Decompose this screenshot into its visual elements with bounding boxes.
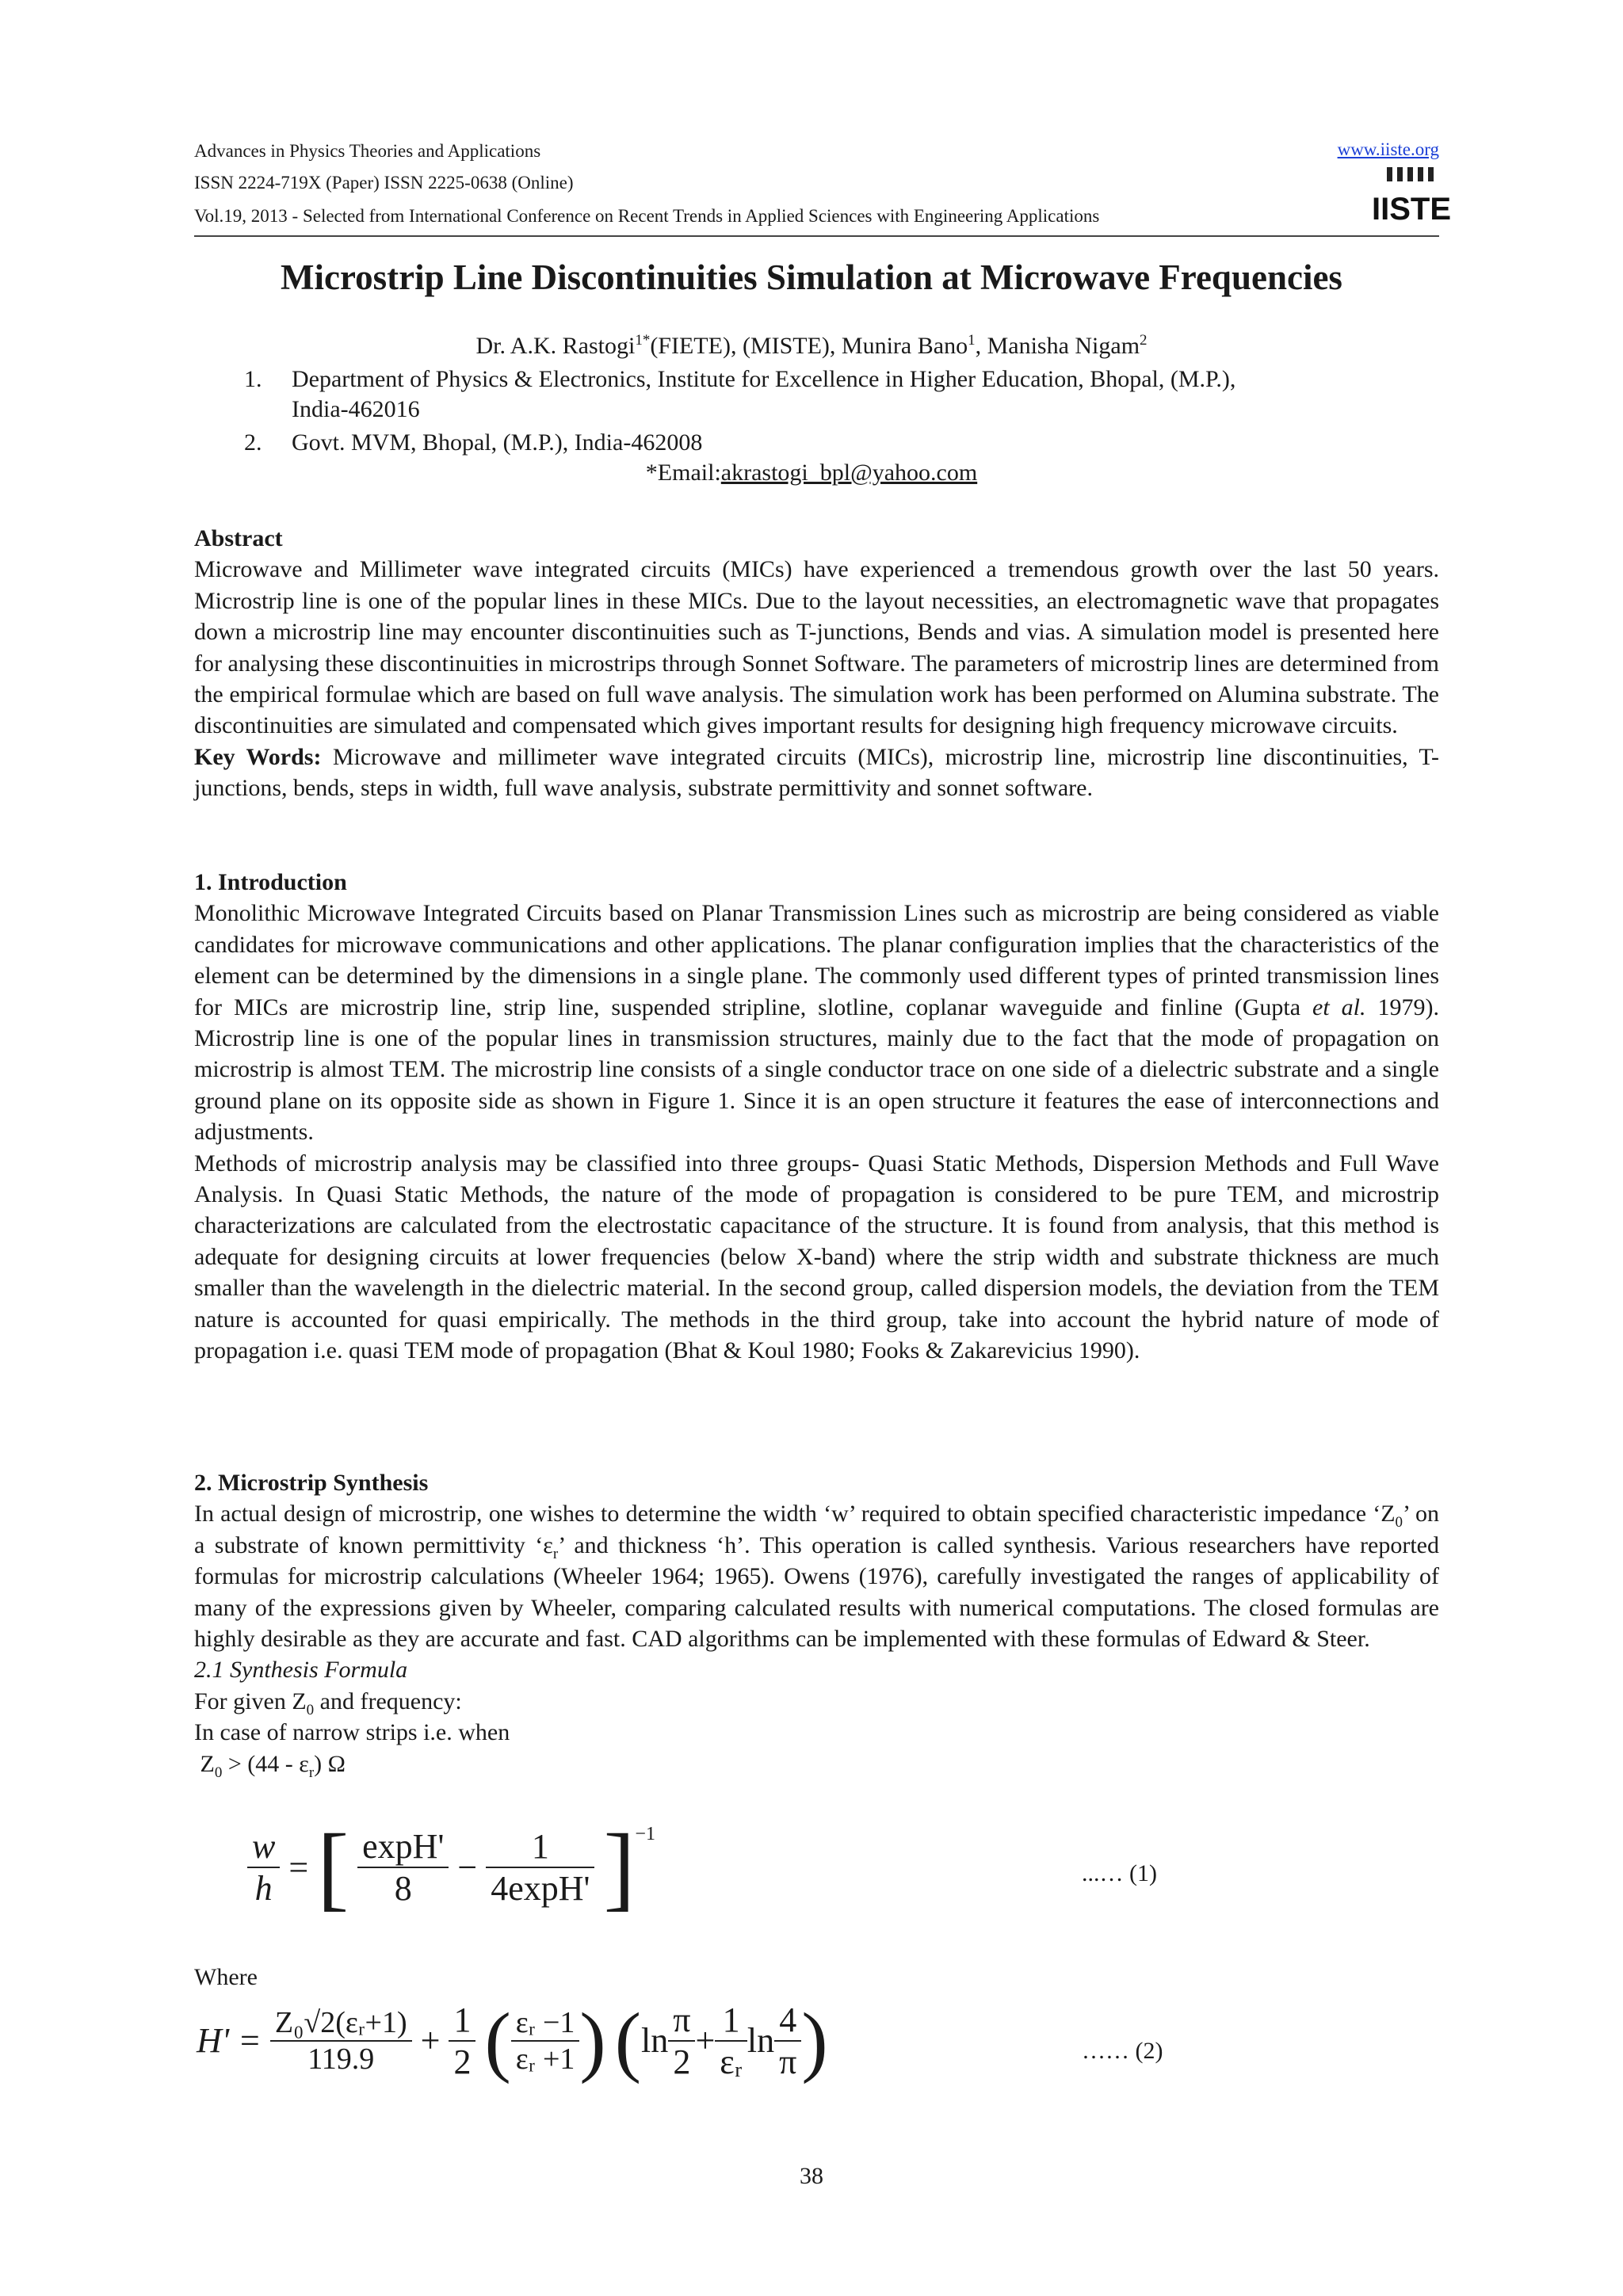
given-line: For given $Z_0$ and frequency: xyxy=(194,1688,462,1718)
where-label: Where xyxy=(194,1964,258,1990)
equation-1-number: ...… (1) xyxy=(1082,1860,1157,1886)
equation-2-number: …… (2) xyxy=(1082,2038,1163,2064)
author-line: Dr. A.K. Rastogi$^{1*}$(FIETE), (MISTE), Munira Bano$^1$, Manisha Nigam$^2$ xyxy=(475,332,1148,359)
condition-line: $Z_0 > (44 - \varepsilon_r)$ Ω xyxy=(200,1750,346,1781)
synthesis-paragraph: In actual design of microstrip, one wishes to determine the width ‘w’ required to obtain specified characteristic impedance ‘$Z_0$’ on a substrate of known permittivity ‘$\varepsilon_r$’ and thickness ‘h’. This operation is called synthesis. Various researchers have reported formulas for microstrip calculations (Wheeler 1964; 1965). Owens (1976), carefully investigated the ranges of applicability of many of the expressions given by Wheeler, comparing calculated results with numerical computations. The closed formulas are highly desirable as they are accurate and fast. CAD algorithms can be implemented with these formulas of Edward & Steer. xyxy=(194,1501,1440,1653)
page-number: 38 xyxy=(800,2163,823,2189)
introduction-section xyxy=(194,867,1439,1367)
abstract-section xyxy=(194,523,1439,804)
issn-line: ISSN 2224-719X (Paper) ISSN 2225-0638 (Online) xyxy=(194,173,574,193)
equation-1: $\frac{w}{h}$ = [ $\frac{\exp H'}{8}$ − $\frac{1}{4\exp H'}$ ]$^{-1}$ xyxy=(247,1813,1198,1932)
intro-paragraph-2: Methods of microstrip analysis may be classified into three groups- Quasi Static Methods, Dispersion Methods and Full Wave Analysis. In Quasi Static Methods, the nature of the mode of propagation is considered to be pure TEM, and microstrip characterizations are calculated from the electrostatic capacitance of the structure. It is found from analysis, that this method is adequate for designing circuits at lower frequencies (below X-band) where the strip width and substrate thickness are much smaller than the wavelength in the dielectric material. In the second group, called dispersion models, the deviation from the TEM nature is accounted for quasi empirically. The methods in the third group, take into account the hybrid nature of mode of propagation i.e. quasi TEM mode of propagation (Bhat & Koul 1980; Fooks & Zakarevicius 1990). xyxy=(194,1150,1439,1364)
email-line: *Email:akrastogi_bpl@yahoo.com xyxy=(645,460,978,486)
narrow-line: In case of narrow strips i.e. when xyxy=(194,1719,510,1746)
header-rule xyxy=(194,235,1439,237)
paper-title: Microstrip Line Discontinuities Simulation at Microwave Frequencies xyxy=(281,257,1342,297)
iiste-logo-icon xyxy=(1371,164,1452,227)
synthesis-heading: 2. Microstrip Synthesis xyxy=(194,1470,429,1496)
equation-2: H' = $\frac{\text{Z₀√2(εᵣ+1)}}{119.9}$ + $\frac{1}{2}$ ( $\frac{\text{εᵣ −1}}{\text{εᵣ +1}}$ ) (ln $\frac{\pi}{2}$ + $\frac{1}{\text{εᵣ}}$ ln $\frac{4}{\pi}$ ) xyxy=(197,1997,828,2084)
affiliation-2: 2. Govt. MVM, Bhopal, (M.P.), India-462008 xyxy=(244,429,703,456)
email-link[interactable]: akrastogi_bpl@yahoo.com xyxy=(720,460,978,486)
journal-name: Advances in Physics Theories and Applications xyxy=(194,141,541,161)
keywords: Key Words: Microwave and millimeter wave integrated circuits (MICs), microstrip line, microstrip line discontinuities, T-junctions, bends, steps in width, full wave analysis, substrate permittivity and sonnet software. xyxy=(194,743,1439,802)
affiliation-1: 1. Department of Physics & Electronics, Institute for Excellence in Higher Education, Bhopal, (M.P.), India-462016 xyxy=(244,366,1236,422)
abstract-heading: Abstract xyxy=(194,525,283,551)
website-link[interactable]: www.iiste.org xyxy=(1337,139,1439,159)
intro-paragraph-1: Monolithic Microwave Integrated Circuits based on Planar Transmission Lines such as microstrip are being considered as viable candidates for microwave communications and other applications. The planar configuration implies that the characteristics of the element can be determined by the dimensions in a single plane. The commonly used different types of printed transmission lines for MICs are microstrip line, strip line, suspended stripline, slotline, coplanar waveguide and finline (Gupta et al. 1979). Microstrip line is one of the popular lines in transmission structures, mainly due to the fact that the mode of propagation on microstrip is almost TEM. The microstrip line consists of a single conductor trace on one side of a dielectric substrate and a single ground plane on its opposite side as shown in Figure 1. Since it is an open structure it features the ease of interconnections and adjustments. xyxy=(194,900,1439,1146)
volume-line: Vol.19, 2013 - Selected from International Conference on Recent Trends in Applied Sciences with Engineering Applications xyxy=(194,206,1100,226)
intro-heading: 1. Introduction xyxy=(194,869,347,895)
synthesis-section xyxy=(194,1467,1439,1779)
logo-text: IISTE xyxy=(1371,192,1452,227)
abstract-text: Microwave and Millimeter wave integrated circuits (MICs) have experienced a tremendous growth over the last 50 years. Microstrip line is one of the popular lines in these MICs. Due to the layout necessities, an electromagnetic wave that propagates down a microstrip line may encounter discontinuities such as T-junctions, Bends and vias. A simulation model is presented here for analysing these discontinuities in microstrips through Sonnet Software. The parameters of microstrip lines are determined from the empirical formulae which are based on full wave analysis. The simulation work has been performed on Alumina substrate. The discontinuities are simulated and compensated which gives important results for designing high frequency microwave circuits. xyxy=(194,556,1439,739)
subsection-heading: 2.1 Synthesis Formula xyxy=(194,1657,408,1684)
author-1: Dr. A.K. Rastogi xyxy=(475,333,636,359)
